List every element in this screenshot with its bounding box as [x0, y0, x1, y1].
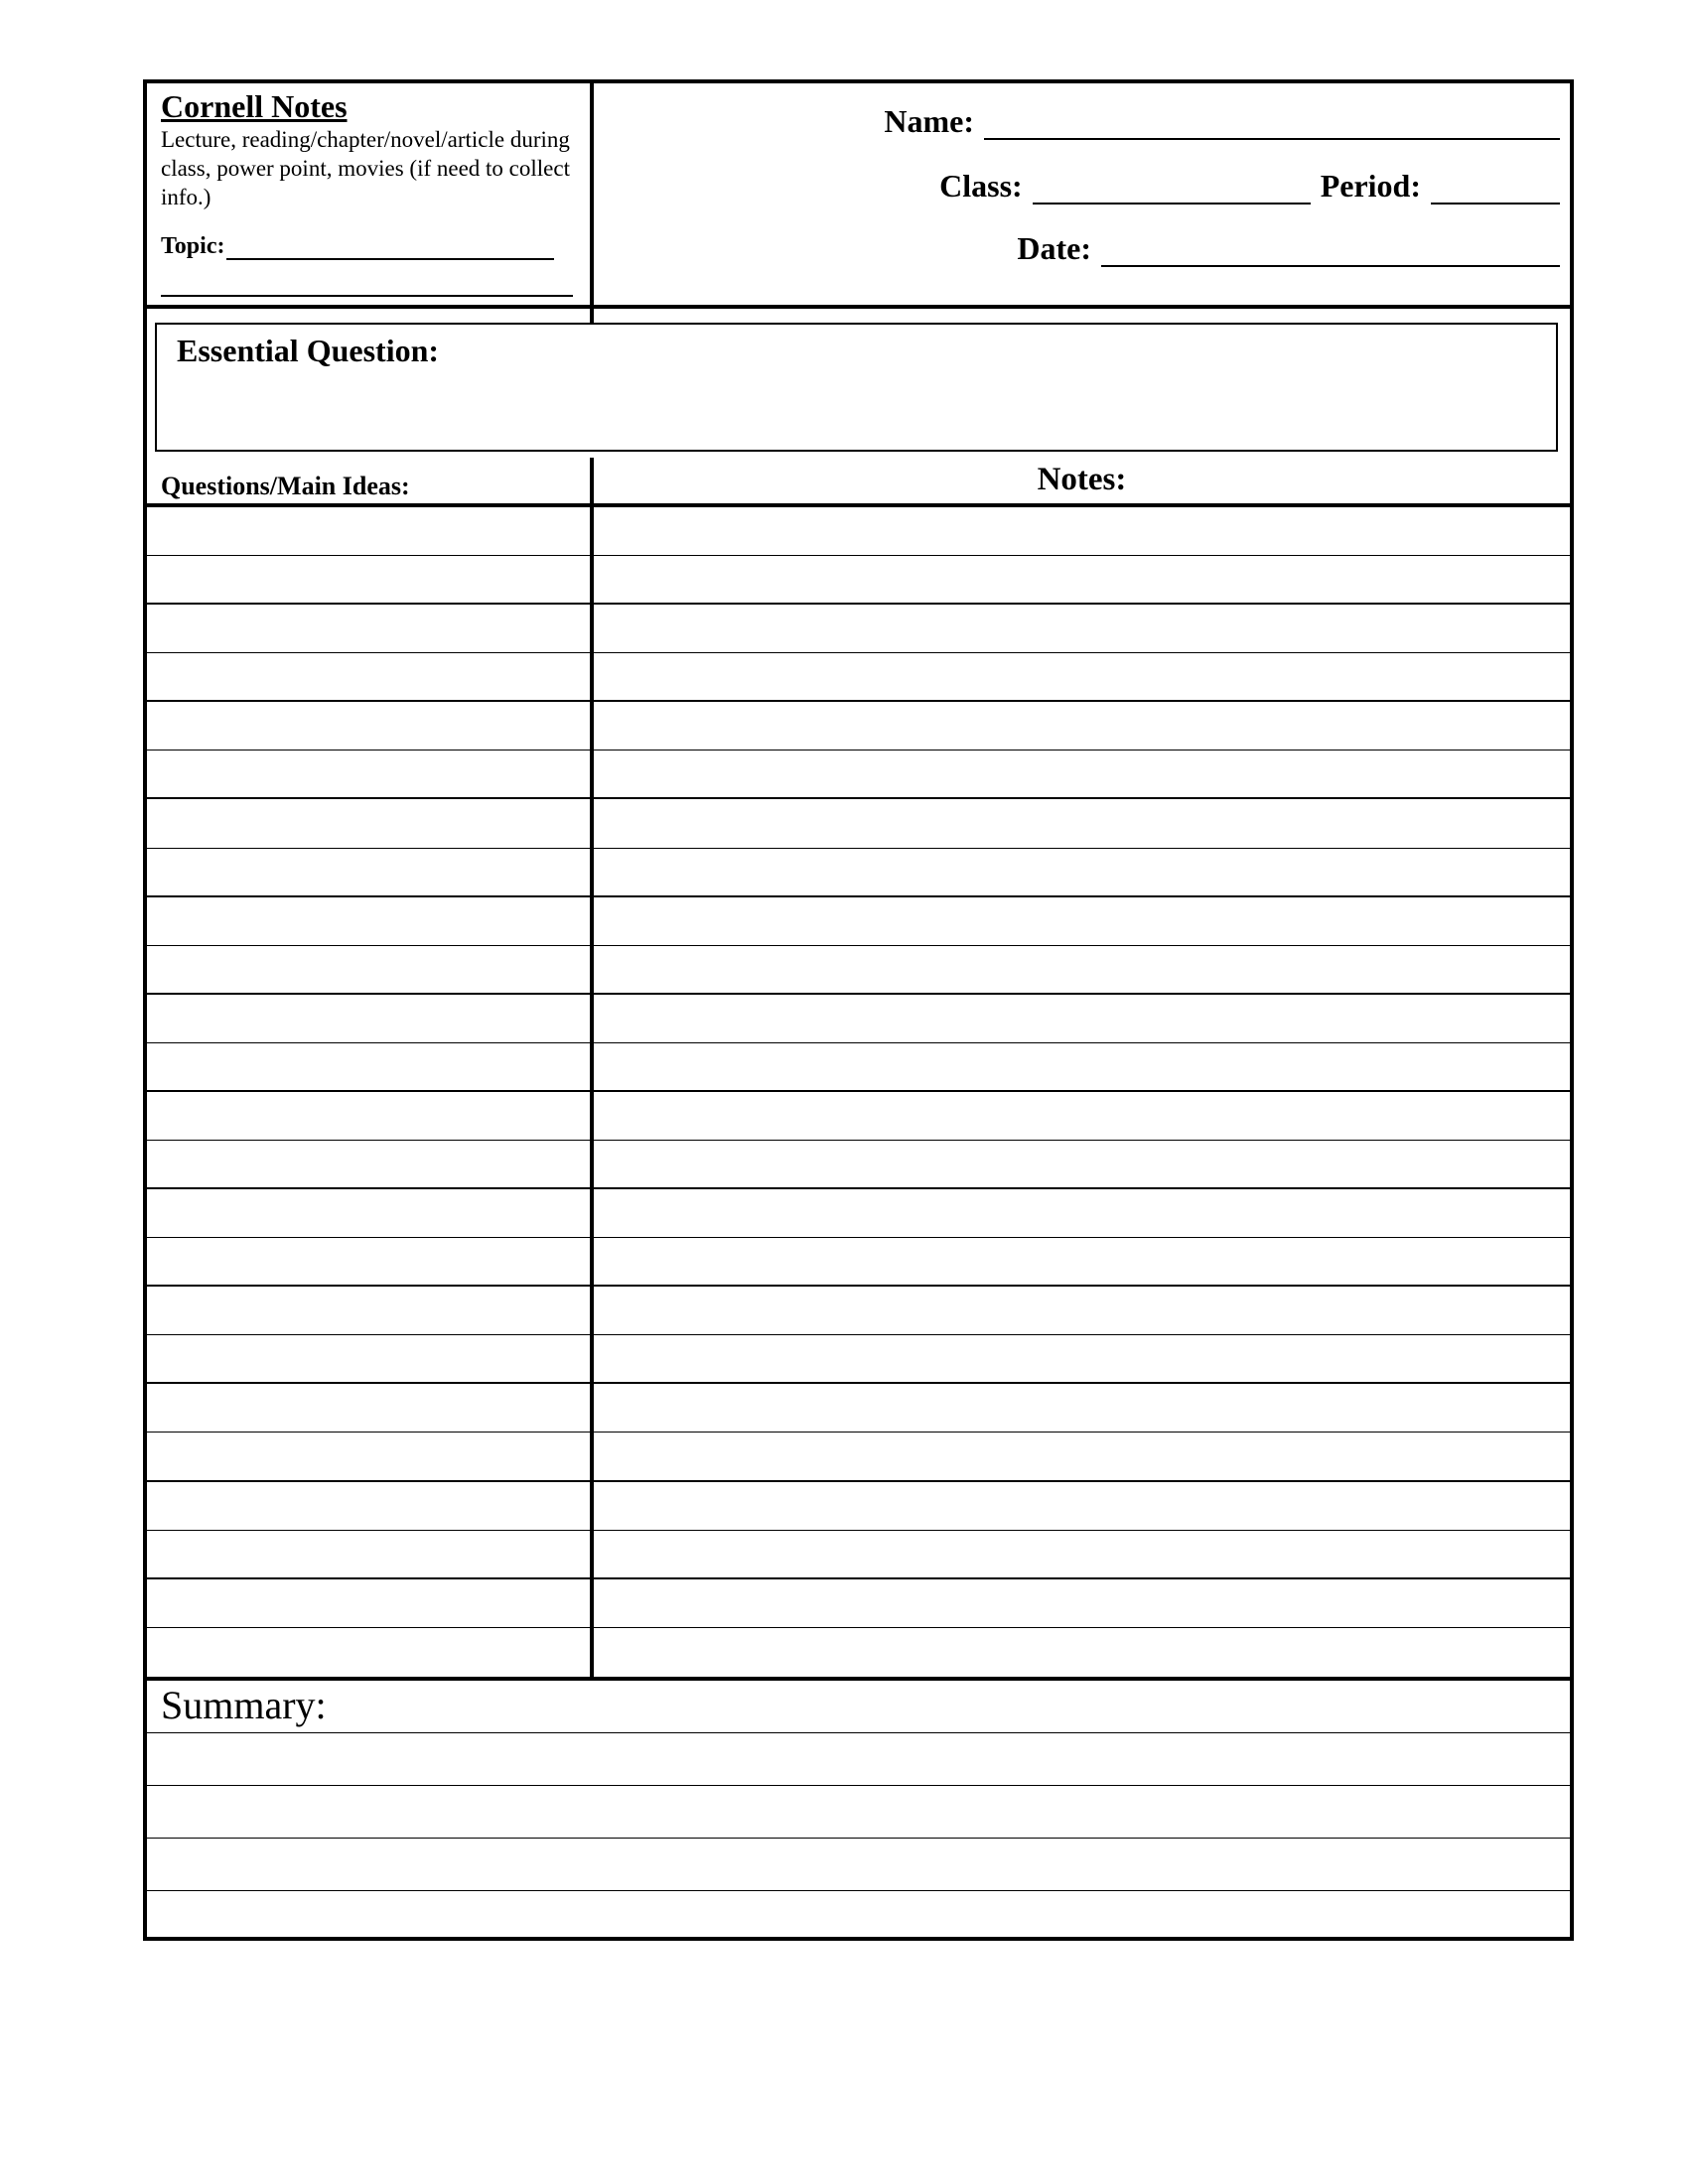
notes-row[interactable] — [147, 799, 1570, 848]
notes-row[interactable] — [147, 1092, 1570, 1141]
name-line[interactable] — [984, 108, 1560, 140]
name-label: Name: — [884, 103, 974, 139]
notes-row[interactable] — [147, 1238, 1570, 1287]
notes-row[interactable] — [147, 1189, 1570, 1238]
notes-row[interactable] — [147, 1287, 1570, 1335]
summary-row[interactable] — [147, 1839, 1570, 1891]
column-headers — [147, 458, 1570, 507]
questions-column-label: Questions/Main Ideas: — [161, 472, 410, 500]
notes-row[interactable] — [147, 556, 1570, 605]
class-label: Class: — [939, 168, 1023, 204]
date-label: Date: — [1017, 230, 1091, 266]
notes-row[interactable] — [147, 1141, 1570, 1189]
summary-row[interactable] — [147, 1891, 1570, 1944]
notes-grid — [147, 507, 1570, 1677]
grid-column-divider — [590, 507, 594, 1677]
notes-row[interactable] — [147, 995, 1570, 1043]
summary-section — [147, 1677, 1570, 1937]
topic-label: Topic: — [161, 233, 225, 259]
notes-row[interactable] — [147, 897, 1570, 946]
header-left-panel — [147, 83, 594, 305]
notes-row[interactable] — [147, 702, 1570, 751]
summary-row[interactable] — [147, 1786, 1570, 1839]
summary-row[interactable] — [147, 1733, 1570, 1786]
notes-row[interactable] — [147, 1531, 1570, 1579]
topic-field — [161, 233, 576, 260]
date-field — [1017, 230, 1560, 267]
notes-row[interactable] — [147, 1043, 1570, 1092]
summary-label: Summary: — [147, 1681, 1570, 1733]
notes-row[interactable] — [147, 1335, 1570, 1384]
essential-question-box[interactable] — [155, 323, 1558, 452]
topic-line-2[interactable] — [161, 295, 573, 297]
name-field — [884, 103, 1560, 140]
notes-row[interactable] — [147, 1384, 1570, 1433]
notes-row[interactable] — [147, 751, 1570, 799]
date-line[interactable] — [1101, 235, 1560, 267]
notes-row[interactable] — [147, 653, 1570, 702]
topic-line[interactable] — [226, 234, 554, 260]
cornell-notes-sheet — [143, 79, 1574, 1941]
notes-row[interactable] — [147, 849, 1570, 897]
essential-question-label: Essential Question: — [177, 333, 440, 368]
notes-row[interactable] — [147, 1579, 1570, 1628]
sheet-title: Cornell Notes — [161, 88, 348, 124]
notes-row[interactable] — [147, 1628, 1570, 1677]
class-line[interactable] — [1033, 173, 1311, 205]
class-period-field — [939, 168, 1560, 205]
period-label: Period: — [1320, 168, 1421, 204]
column-divider-stub — [590, 309, 594, 323]
essential-question-section — [147, 309, 1570, 440]
notes-row[interactable] — [147, 1482, 1570, 1531]
notes-row[interactable] — [147, 605, 1570, 653]
sheet-description: Lecture, reading/chapter/novel/article during class, power point, movies (if need to collect info.) — [161, 127, 570, 209]
notes-row[interactable] — [147, 507, 1570, 556]
header-right-panel — [594, 83, 1570, 305]
period-line[interactable] — [1431, 173, 1560, 205]
notes-row[interactable] — [147, 946, 1570, 995]
notes-row[interactable] — [147, 1433, 1570, 1481]
notes-column-label: Notes: — [1037, 462, 1127, 497]
header-section — [147, 83, 1570, 309]
